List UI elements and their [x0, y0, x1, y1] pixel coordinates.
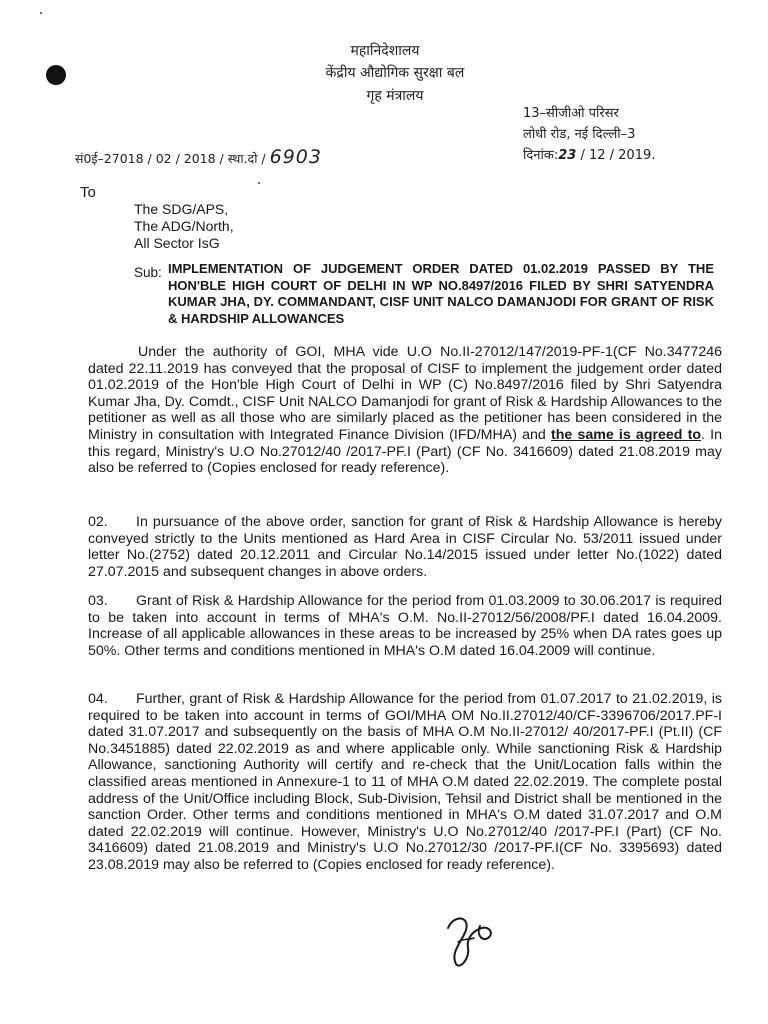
recipient-3: All Sector IsG: [134, 235, 220, 251]
speck: [40, 12, 42, 14]
paragraph-2-number: 02.: [88, 514, 108, 530]
reference-number: [75, 146, 322, 168]
paragraph-2-text: In pursuance of the above order, sanction for grant of Risk & Hardship Allowance is hereby conveyed strictly to the Units mentioned as Hard Area in CISF Circular No. 53/2011 issued under letter No.(2752) dated 20.12.2011 and Circular No.14/2015 issued under letter No.(1022) dated 27.07.2015 and subsequent changes in above orders.: [88, 514, 722, 580]
paragraph-1-text-b: . In this regard, Ministry's U.O No.27012/40 /2017-PF.I (Part) (CF No. 3416609) dated 21.08.2019 may also be referred to (Copies enclosed for ready reference).: [88, 426, 722, 477]
header-organisation: केंद्रीय औद्योगिक सुरक्षा बल: [325, 65, 465, 81]
reference-handwritten-number: 6903: [269, 146, 322, 168]
speck: [258, 182, 260, 184]
paragraph-3-number: 03.: [88, 593, 108, 609]
to-label: To: [80, 184, 96, 201]
address-line-1: 13–सीजीओ परिसर: [523, 106, 619, 121]
paragraph-3-text: Grant of Risk & Hardship Allowance for the period from 01.03.2009 to 30.06.2017 is required to be taken into account in terms of MHA's O.M. No.II-27012/56/2008/PF.I dated 16.04.2009. Increase of all applicable allowances in these areas to be increased by 25% when DA rates goes up 50%. Other terms and conditions mentioned in MHA's O.M dated 16.04.2009 will continue.: [88, 593, 722, 659]
date-label: दिनांक:: [523, 148, 559, 163]
subject-text: IMPLEMENTATION OF JUDGEMENT ORDER DATED 01.02.2019 PASSED BY THE HON'BLE HIGH COURT OF DELHI IN WP NO.8497/2016 FILED BY SHRI SATYENDRA KUMAR JHA, DY. COMMANDANT, CISF UNIT NALCO DAMANJODI FOR GRANT OF RISK & HARDSHIP ALLOWANCES: [168, 261, 714, 326]
paragraph-1: [88, 344, 722, 477]
recipient-2: The ADG/North,: [134, 218, 234, 234]
paragraph-4-text: Further, grant of Risk & Hardship Allowance for the period from 01.07.2017 to 21.02.2019, is required to be taken into account in terms of GOI/MHA OM No.II.27012/40/CF-3396706/2017.PF-I dated 31.07.2017 and subsequently on the basis of MHA O.M No.II-27012/ 40/2017-PF.I (Pt.II) (CF No.3451885) dated 22.02.2019 as and where applicable only. While sanctioning Risk & Hardship Allowance, sanctioning Authority will certify and re-check that the Unit/Location falls within the classified areas mentioned in Annexure-1 to 11 of MHA O.M dated 22.02.2019. The complete postal address of the Unit/Office including Block, Sub-Division, Tehsil and District shall be mentioned in the sanction Order. Other terms and conditions mentioned in MHA's O.M dated 31.07.2017 and O.M dated 22.02.2019 will continue. However, Ministry's U.O No.27012/40 /2017-PF.I (Part) (CF No. 3416609) dated 21.08.2019 and Ministry's U.O No.27012/30 /2017-PF.I(CF No. 3395693) dated 23.08.2019 may also be referred to (Copies enclosed for ready reference).: [88, 691, 722, 873]
date-rest: / 12 / 2019.: [580, 148, 656, 163]
signature-initials: [440, 908, 500, 970]
letter-date: [523, 145, 655, 163]
paragraph-3: [88, 593, 722, 659]
subject-label: Sub:: [134, 265, 162, 280]
header-directorate: महानिदेशालय: [350, 43, 420, 59]
punch-hole: [46, 65, 66, 85]
reference-prefix: सं0ई–27018 / 02 / 2018 / स्था.दो /: [75, 151, 266, 166]
paragraph-1-text-a: Under the authority of GOI, MHA vide U.O No.II-27012/147/2019-PF-1(CF No.3477246 dated 22.11.2019 has conveyed that the proposal of CISF to implement the judgement order dated 01.02.2019 of the Hon'ble High Court of Delhi in WP (C) No.8497/2016 filed by Shri Satyendra Kumar Jha, Dy. Comdt., CISF Unit NALCO Damanjodi for grant of Risk & Hardship Allowances to the petitioner as well as all those who are similarly placed as the petitioner has been considered in the Ministry in consultation with Integrated Finance Division (IFD/MHA) and: [88, 344, 722, 443]
recipient-1: The SDG/APS,: [134, 201, 229, 217]
paragraph-4: [88, 691, 722, 874]
paragraph-4-number: 04.: [88, 691, 108, 707]
address-line-2: लोधी रोड, नई दिल्ली–3: [523, 127, 636, 142]
paragraph-2: [88, 514, 722, 580]
paragraph-1-agreed: the same is agreed to: [550, 426, 702, 443]
header-ministry: गृह मंत्रालय: [366, 88, 424, 104]
date-day: 23: [558, 148, 577, 163]
